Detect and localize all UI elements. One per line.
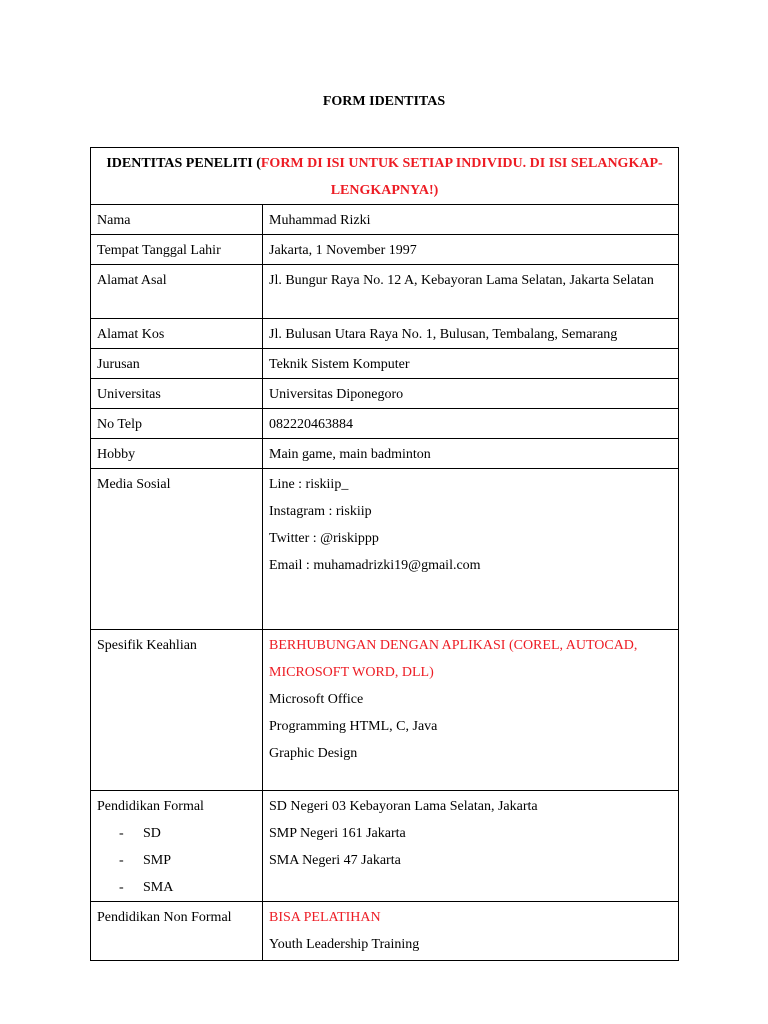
row-label: Nama	[91, 205, 263, 235]
table-row	[91, 902, 679, 961]
nonformal-note: BISA PELATIHAN	[269, 910, 381, 925]
dash-bullet: -	[119, 826, 124, 841]
row-value	[263, 469, 679, 630]
skill-line: Programming HTML, C, Java	[269, 719, 438, 734]
header-main: IDENTITAS PENELITI (	[106, 156, 261, 171]
list-item	[97, 820, 256, 847]
row-label: Universitas	[91, 379, 263, 409]
level-label: SMP	[143, 853, 172, 868]
row-value: Teknik Sistem Komputer	[263, 349, 679, 379]
row-label: Alamat Asal	[91, 265, 263, 319]
row-value	[263, 630, 679, 791]
list-item	[97, 874, 256, 901]
row-value	[263, 791, 679, 902]
dash-bullet: -	[119, 853, 124, 868]
row-value: Universitas Diponegoro	[263, 379, 679, 409]
row-value: Jakarta, 1 November 1997	[263, 235, 679, 265]
row-label: Tempat Tanggal Lahir	[91, 235, 263, 265]
table-row	[91, 205, 679, 235]
table-row	[91, 319, 679, 349]
skill-note: BERHUBUNGAN DENGAN APLIKASI (COREL, AUTOCAD, MICROSOFT WORD, DLL)	[269, 638, 638, 680]
row-value: Jl. Bungur Raya No. 12 A, Kebayoran Lama Selatan, Jakarta Selatan	[263, 265, 679, 319]
table-row	[91, 791, 679, 902]
header-note: FORM DI ISI UNTUK SETIAP INDIVIDU. DI ISI SELANGKAP-LENGKAPNYA!)	[260, 156, 663, 198]
social-line: Instagram : riskiip	[269, 504, 372, 519]
row-value: Main game, main badminton	[263, 439, 679, 469]
row-label: Pendidikan Non Formal	[91, 902, 263, 961]
table-row	[91, 379, 679, 409]
header-cell	[91, 148, 679, 205]
dash-bullet: -	[119, 880, 124, 895]
list-item	[97, 847, 256, 874]
row-label	[91, 791, 263, 902]
social-line: Email : muhamadrizki19@gmail.com	[269, 558, 481, 573]
skill-line: Microsoft Office	[269, 692, 364, 707]
row-label: Jurusan	[91, 349, 263, 379]
header-row	[91, 148, 679, 205]
table-row	[91, 235, 679, 265]
formal-label: Pendidikan Formal	[97, 799, 204, 814]
row-value: 082220463884	[263, 409, 679, 439]
school-line: SD Negeri 03 Kebayoran Lama Selatan, Jakarta	[269, 799, 538, 814]
row-label: Spesifik Keahlian	[91, 630, 263, 791]
row-label: Alamat Kos	[91, 319, 263, 349]
school-line: SMP Negeri 161 Jakarta	[269, 826, 406, 841]
table-row	[91, 630, 679, 791]
row-value	[263, 902, 679, 961]
row-value: Muhammad Rizki	[263, 205, 679, 235]
skill-line: Graphic Design	[269, 746, 358, 761]
table-row	[91, 265, 679, 319]
row-label: No Telp	[91, 409, 263, 439]
level-label: SMA	[143, 880, 174, 895]
identity-table	[90, 147, 679, 961]
table-row	[91, 469, 679, 630]
table-row	[91, 409, 679, 439]
row-label: Hobby	[91, 439, 263, 469]
level-label: SD	[143, 826, 161, 841]
training-line: Youth Leadership Training	[269, 937, 420, 952]
row-value: Jl. Bulusan Utara Raya No. 1, Bulusan, Tembalang, Semarang	[263, 319, 679, 349]
education-level-list	[97, 820, 256, 901]
table-row	[91, 439, 679, 469]
social-line: Line : riskiip_	[269, 477, 349, 492]
document-title: FORM IDENTITAS	[322, 94, 446, 109]
table-row	[91, 349, 679, 379]
social-line: Twitter : @riskippp	[269, 531, 379, 546]
row-label: Media Sosial	[91, 469, 263, 630]
school-line: SMA Negeri 47 Jakarta	[269, 853, 401, 868]
